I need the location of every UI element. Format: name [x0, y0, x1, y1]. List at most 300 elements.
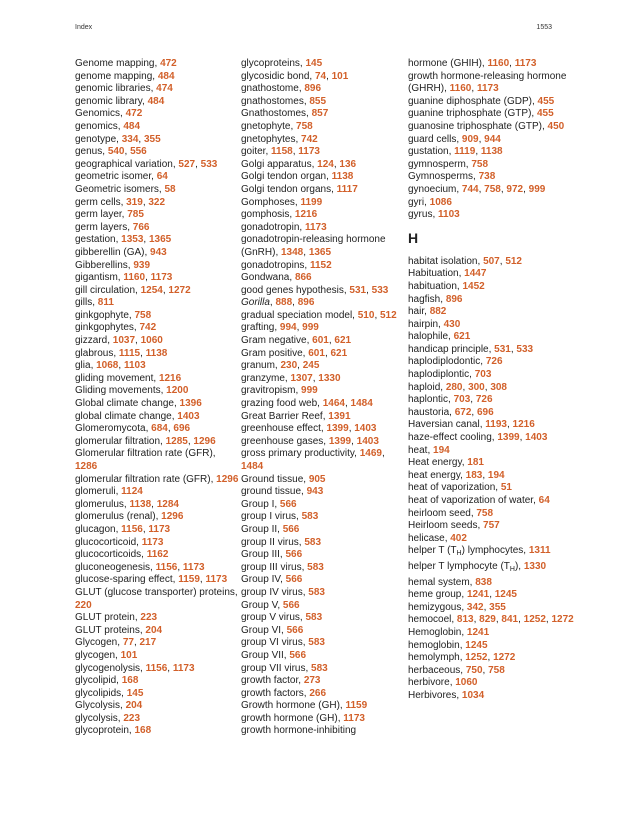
page-reference[interactable]: 308: [490, 381, 507, 393]
index-term-text: hemolymph,: [408, 652, 466, 664]
page-reference[interactable]: 811: [97, 297, 114, 309]
index-entry: [408, 159, 578, 172]
page-reference[interactable]: 672: [454, 406, 472, 418]
page-reference[interactable]: 531: [349, 284, 367, 296]
index-entry: [241, 675, 406, 688]
index-entry: [241, 663, 406, 676]
index-term-text: group II virus,: [241, 536, 305, 548]
index-entry: [241, 234, 406, 259]
page-reference[interactable]: 1403: [177, 410, 200, 422]
page-reference[interactable]: 583: [308, 637, 325, 649]
page-reference[interactable]: 1173: [298, 146, 320, 158]
index-term-text: haze-effect cooling,: [408, 432, 498, 444]
page-reference[interactable]: 1403: [525, 432, 548, 444]
page-reference[interactable]: 758: [134, 309, 152, 321]
page-reference[interactable]: 583: [308, 586, 325, 598]
index-term-text: helper T (T: [408, 545, 457, 557]
page-reference[interactable]: 566: [285, 549, 303, 561]
page-reference[interactable]: 1245: [465, 639, 488, 651]
index-term-text: granzyme,: [241, 372, 291, 384]
page-reference[interactable]: 450: [547, 120, 565, 132]
index-term-text: glycogen,: [75, 649, 121, 661]
index-term-text: ,: [296, 322, 303, 334]
index-term-text: gross primary productivity,: [241, 448, 360, 460]
index-entry: [75, 574, 240, 587]
index-term-text: herbaceous,: [408, 664, 466, 676]
page-reference[interactable]: 703: [474, 369, 492, 381]
index-entry: [408, 171, 578, 184]
page-reference[interactable]: 1103: [438, 209, 460, 221]
index-entry: [75, 423, 240, 436]
index-entry: [75, 247, 240, 260]
page-reference[interactable]: 1403: [356, 435, 379, 447]
index-entry: [75, 83, 240, 96]
page-reference[interactable]: 744: [461, 183, 479, 195]
index-term-text: ,: [167, 662, 173, 674]
page-reference[interactable]: 455: [537, 95, 555, 107]
page-reference[interactable]: 621: [334, 335, 352, 347]
page-reference[interactable]: 1162: [146, 549, 169, 561]
page-reference[interactable]: 1216: [512, 419, 535, 431]
page-reference[interactable]: 1469: [359, 448, 382, 460]
page-reference[interactable]: 1286: [75, 461, 98, 472]
index-entry: [408, 495, 578, 508]
page-reference[interactable]: 896: [445, 293, 463, 305]
index-term-text: Global climate change,: [75, 398, 180, 410]
index-term-text: genomic libraries,: [75, 83, 157, 95]
page-reference[interactable]: 1160: [487, 58, 510, 69]
page-reference[interactable]: 566: [282, 523, 300, 535]
page-reference[interactable]: 223: [123, 712, 141, 724]
page-reference[interactable]: 319: [126, 196, 143, 208]
page-reference[interactable]: 841: [501, 614, 519, 626]
page-reference[interactable]: 829: [479, 614, 496, 626]
index-term-text: glabrous,: [75, 347, 119, 359]
index-entry: [75, 96, 240, 109]
page-reference[interactable]: 556: [130, 146, 147, 158]
page-reference[interactable]: 430: [443, 318, 461, 330]
page-reference[interactable]: 855: [309, 95, 327, 107]
page-reference[interactable]: 1330: [523, 560, 547, 572]
page-reference[interactable]: 204: [125, 700, 143, 712]
page-reference[interactable]: 300: [468, 381, 485, 393]
page-reference[interactable]: 1173: [304, 221, 327, 233]
page-reference[interactable]: 1272: [493, 652, 516, 664]
page-reference[interactable]: 1399: [326, 423, 349, 435]
page-reference[interactable]: 758: [476, 507, 494, 519]
page-reference[interactable]: 1160: [449, 83, 472, 95]
page-reference[interactable]: 1254: [140, 284, 163, 296]
page-reference[interactable]: 703: [453, 394, 471, 406]
page-reference[interactable]: 280: [445, 381, 463, 393]
page-reference[interactable]: 742: [139, 322, 157, 334]
index-term-text: Golgi tendon organ,: [241, 171, 332, 183]
index-term-text: habituation,: [408, 280, 463, 292]
page-reference[interactable]: 512: [505, 255, 522, 267]
page-reference[interactable]: 194: [433, 444, 450, 456]
page-reference[interactable]: 1200: [166, 385, 189, 397]
page-reference[interactable]: 245: [302, 360, 320, 372]
page-reference[interactable]: 217: [139, 637, 157, 649]
page-reference[interactable]: 999: [528, 183, 546, 195]
index-term-text: ,: [382, 448, 385, 460]
index-entry: [408, 407, 578, 420]
index-term-text: gustation,: [408, 146, 455, 158]
page-reference[interactable]: 972: [506, 183, 524, 195]
index-entry: [408, 665, 578, 678]
page-reference[interactable]: 1296: [193, 435, 216, 447]
index-entry: [75, 486, 240, 499]
page-reference[interactable]: 1252: [465, 652, 488, 664]
page-reference[interactable]: 230: [280, 360, 298, 372]
page-reference[interactable]: 145: [305, 58, 323, 69]
page-reference[interactable]: 684: [151, 423, 168, 435]
page-reference[interactable]: 1060: [455, 677, 478, 689]
page-reference[interactable]: 474: [156, 83, 173, 95]
page-reference[interactable]: 1399: [328, 435, 352, 447]
page-reference[interactable]: 342: [466, 601, 484, 613]
page-reference[interactable]: 1173: [205, 574, 228, 586]
page-reference[interactable]: 1464: [322, 398, 345, 410]
page-reference[interactable]: 1152: [309, 259, 332, 271]
index-term-text: grafting,: [241, 322, 280, 334]
page-reference[interactable]: 621: [330, 347, 348, 359]
page-reference[interactable]: 583: [301, 511, 319, 523]
index-term-text: gibberellin (GA),: [75, 246, 151, 258]
page-reference[interactable]: 101: [120, 649, 138, 661]
page-reference[interactable]: 531: [494, 343, 511, 355]
page-reference[interactable]: 601: [312, 335, 329, 347]
index-term-text: ,: [475, 146, 481, 158]
page-reference[interactable]: 51: [500, 482, 512, 494]
index-term-text: guanine triphosphate (GTP),: [408, 108, 537, 120]
page-reference[interactable]: 58: [164, 183, 176, 195]
page-reference[interactable]: 905: [308, 473, 326, 485]
index-term-text: GLUT (glucose transporter) proteins,: [75, 586, 238, 598]
index-term-text: halophile,: [408, 331, 454, 343]
page-reference[interactable]: 1484: [350, 398, 373, 410]
index-term-text: group VI virus,: [241, 637, 309, 649]
index-entry: [75, 625, 240, 638]
page-reference[interactable]: 696: [476, 406, 494, 418]
page-reference[interactable]: 566: [286, 624, 304, 636]
page-reference[interactable]: 1173: [150, 272, 173, 284]
page-reference[interactable]: 533: [200, 158, 218, 170]
page-reference[interactable]: 1086: [429, 196, 452, 208]
page-reference[interactable]: 1307: [290, 372, 313, 384]
index-entry: [408, 432, 578, 445]
page-reference[interactable]: 402: [450, 532, 467, 544]
page-reference[interactable]: 1117: [336, 183, 358, 195]
page-reference[interactable]: 866: [294, 272, 312, 284]
page-reference[interactable]: 204: [145, 624, 163, 636]
index-entry: [241, 209, 406, 222]
page-reference[interactable]: 1160: [123, 272, 146, 284]
index-term-text: haustoria,: [408, 406, 455, 418]
index-entry: [75, 713, 240, 726]
page-reference[interactable]: 813: [456, 614, 474, 626]
index-term-text: gizzard,: [75, 335, 113, 347]
page-reference[interactable]: 621: [453, 331, 471, 343]
page-reference[interactable]: 168: [134, 725, 152, 737]
page-reference[interactable]: 583: [311, 662, 328, 674]
page-reference[interactable]: 484: [123, 120, 141, 132]
page-reference[interactable]: 194: [487, 469, 505, 481]
page-reference[interactable]: 1284: [156, 498, 179, 510]
page-reference[interactable]: 566: [282, 599, 300, 611]
page-reference[interactable]: 77: [122, 637, 134, 649]
page-reference[interactable]: 273: [303, 675, 321, 687]
index-entry: [75, 209, 240, 222]
page-reference[interactable]: 1138: [331, 171, 354, 183]
page-reference[interactable]: 355: [489, 601, 506, 613]
index-entry: [241, 574, 406, 587]
page-reference[interactable]: 472: [160, 58, 177, 69]
page-reference[interactable]: 1330: [318, 372, 341, 384]
index-term-text: glycogenolysis,: [75, 662, 146, 674]
page-reference[interactable]: 223: [140, 612, 158, 624]
page-reference[interactable]: 266: [309, 687, 327, 699]
index-term-text: glycoprotein,: [75, 725, 135, 737]
page-reference[interactable]: 785: [127, 209, 144, 221]
index-term-text: Group I,: [241, 498, 280, 510]
index-term-text: glycolipid,: [75, 675, 122, 687]
page-reference[interactable]: 1156: [155, 561, 178, 573]
index-term-text: ,: [484, 381, 491, 393]
index-term-text: Glycogen,: [75, 637, 123, 649]
index-entry: [75, 700, 240, 713]
page-reference[interactable]: 939: [133, 259, 151, 271]
index-entry: [241, 272, 406, 285]
page-reference[interactable]: 766: [132, 221, 150, 233]
index-entry: [241, 625, 406, 638]
page-reference[interactable]: 944: [484, 133, 501, 145]
page-reference[interactable]: 999: [302, 322, 319, 334]
page-reference[interactable]: 896: [304, 83, 322, 95]
page-reference[interactable]: 566: [279, 498, 297, 510]
page-reference[interactable]: 1396: [179, 398, 202, 410]
page-reference[interactable]: 512: [380, 309, 397, 321]
page-reference[interactable]: 1159: [345, 700, 368, 712]
index-entry: [241, 700, 406, 713]
page-reference[interactable]: 742: [301, 133, 318, 145]
index-entry: [75, 549, 240, 562]
index-term-text: ,: [142, 196, 149, 208]
page-reference[interactable]: 1365: [308, 246, 332, 258]
page-reference[interactable]: 758: [471, 158, 489, 170]
page-reference[interactable]: 64: [156, 171, 168, 183]
index-term-text: ,: [510, 343, 517, 355]
page-reference[interactable]: 101: [331, 70, 349, 82]
page-reference[interactable]: 696: [173, 423, 191, 435]
page-reference[interactable]: 540: [107, 146, 125, 158]
page-reference[interactable]: 1034: [461, 689, 485, 701]
page-reference[interactable]: 1391: [328, 410, 351, 422]
page-reference[interactable]: 1173: [141, 536, 164, 548]
page-reference[interactable]: 220: [75, 599, 92, 611]
page-reference[interactable]: 1159: [178, 574, 200, 586]
index-term-text: group VII virus,: [241, 662, 312, 674]
page-reference[interactable]: 566: [285, 574, 303, 586]
page-reference[interactable]: 1484: [241, 461, 264, 472]
page-reference[interactable]: 1296: [161, 511, 184, 523]
page-reference[interactable]: 1311: [528, 545, 551, 557]
index-term-text: ,: [297, 360, 303, 372]
page-reference[interactable]: 882: [429, 306, 447, 318]
page-reference[interactable]: 1245: [494, 589, 517, 601]
page-reference[interactable]: 527: [178, 158, 196, 170]
page-reference[interactable]: 896: [297, 297, 315, 309]
page-reference[interactable]: 334: [121, 133, 139, 145]
index-entry: [408, 306, 578, 319]
page-reference[interactable]: 838: [475, 576, 492, 588]
index-term-text: Genome mapping,: [75, 58, 161, 69]
page-reference[interactable]: 181: [467, 457, 484, 469]
index-term-text: ,: [326, 70, 332, 82]
page-reference[interactable]: 909: [461, 133, 479, 145]
page-reference[interactable]: 1296: [216, 473, 239, 485]
page-reference[interactable]: 1399: [497, 432, 520, 444]
page-reference[interactable]: 583: [307, 561, 324, 573]
page-reference[interactable]: 757: [483, 520, 500, 532]
page-reference[interactable]: 583: [305, 612, 323, 624]
page-reference[interactable]: 1138: [129, 498, 152, 510]
page-reference[interactable]: 1138: [145, 347, 168, 359]
page-reference[interactable]: 1193: [485, 419, 507, 431]
page-reference[interactable]: 1060: [140, 335, 163, 347]
page-reference[interactable]: 758: [488, 664, 505, 676]
page-reference[interactable]: 943: [150, 246, 167, 258]
page-reference[interactable]: 1173: [172, 662, 195, 674]
index-term-text: Gibberellins,: [75, 259, 134, 271]
page-reference[interactable]: 1138: [480, 146, 503, 158]
page-reference[interactable]: 322: [148, 196, 166, 208]
page-reference[interactable]: 1199: [300, 196, 323, 208]
page-reference[interactable]: 145: [126, 687, 144, 699]
page-reference[interactable]: 726: [485, 356, 503, 368]
page-reference[interactable]: 355: [143, 133, 161, 145]
page-reference[interactable]: 1272: [551, 614, 574, 626]
page-reference[interactable]: 510: [357, 309, 375, 321]
index-entry: [75, 537, 240, 550]
page-reference[interactable]: 1403: [354, 423, 377, 435]
index-term-text: heirloom seed,: [408, 507, 477, 519]
page-reference[interactable]: 484: [157, 70, 175, 82]
page-reference[interactable]: 1252: [523, 614, 546, 626]
index-term-text: gradual speciation model,: [241, 309, 358, 321]
page-reference[interactable]: 601: [308, 347, 325, 359]
page-reference[interactable]: 888: [275, 297, 293, 309]
index-entry: [241, 134, 406, 147]
page-reference[interactable]: 1447: [464, 268, 487, 280]
index-term-text: Group IV,: [241, 574, 286, 586]
index-term-text: gonadotropins,: [241, 259, 310, 271]
page-reference[interactable]: 484: [147, 95, 165, 107]
page-reference[interactable]: 943: [306, 486, 324, 498]
page-reference[interactable]: 1216: [158, 372, 182, 384]
index-term-text: hemocoel,: [408, 614, 457, 626]
page-reference[interactable]: 183: [465, 469, 483, 481]
page-reference[interactable]: 1115: [118, 347, 141, 359]
page-reference[interactable]: 1103: [123, 360, 146, 372]
index-term-text: gliding movement,: [75, 372, 159, 384]
page-reference[interactable]: 124: [317, 158, 334, 170]
page-reference[interactable]: 1353: [121, 234, 144, 246]
page-reference[interactable]: 168: [121, 675, 139, 687]
page-reference[interactable]: 1119: [454, 146, 476, 158]
page-reference[interactable]: 1216: [294, 209, 318, 221]
index-entry: [75, 222, 240, 235]
page-reference[interactable]: 1365: [148, 234, 172, 246]
index-entry: [75, 58, 240, 71]
page-reference[interactable]: 533: [371, 284, 389, 296]
index-term-text: Great Barrier Reef,: [241, 410, 329, 422]
page-reference[interactable]: 507: [483, 255, 500, 267]
index-term-text: glycoproteins,: [241, 58, 306, 69]
index-term-text: gluconeogenesis,: [75, 561, 156, 573]
index-term-text: Heirloom seeds,: [408, 520, 484, 532]
page-reference[interactable]: 64: [538, 495, 550, 506]
page-reference[interactable]: 1348: [281, 246, 304, 258]
page-reference[interactable]: 533: [516, 343, 534, 355]
index-entry: [241, 423, 406, 436]
page-reference[interactable]: 136: [339, 158, 357, 170]
page-reference[interactable]: 1173: [476, 83, 499, 95]
index-entry: [75, 71, 240, 84]
index-term-text: Glomerular filtration rate (GFR),: [75, 448, 216, 460]
page-reference[interactable]: 583: [304, 536, 322, 548]
page-reference[interactable]: 726: [475, 394, 493, 406]
page-reference[interactable]: 1173: [514, 58, 537, 69]
page-reference[interactable]: 994: [279, 322, 297, 334]
index-entry: [241, 486, 406, 499]
page-reference[interactable]: 1173: [343, 712, 365, 724]
page-reference[interactable]: 1037: [112, 335, 136, 347]
page-reference[interactable]: 455: [536, 108, 554, 120]
page-reference[interactable]: 758: [484, 183, 501, 195]
index-entry: [241, 713, 406, 726]
page-reference[interactable]: 1452: [462, 280, 485, 292]
page-reference[interactable]: 1068: [96, 360, 119, 372]
page-reference[interactable]: 1285: [165, 435, 188, 447]
page-reference[interactable]: 999: [301, 385, 318, 397]
page-reference[interactable]: 758: [296, 120, 313, 132]
index-entry: [75, 197, 240, 210]
page-reference[interactable]: 738: [478, 171, 496, 183]
page-reference[interactable]: 74: [314, 70, 327, 82]
page-reference[interactable]: 1173: [182, 561, 205, 573]
page-reference[interactable]: 750: [465, 664, 483, 676]
page-reference[interactable]: 1156: [121, 523, 143, 535]
index-term-text: glycolipids,: [75, 687, 127, 699]
page-reference[interactable]: 472: [125, 108, 143, 120]
page-reference[interactable]: 1241: [466, 626, 490, 638]
index-term-text: GLUT protein,: [75, 612, 141, 624]
page-reference[interactable]: 857: [311, 108, 329, 120]
page-reference[interactable]: 1156: [145, 662, 168, 674]
index-term-text: ginkgophytes,: [75, 322, 140, 334]
page-reference[interactable]: 1272: [168, 284, 191, 296]
page-reference[interactable]: 1158: [271, 146, 293, 158]
page-reference[interactable]: 1241: [466, 589, 490, 601]
index-entry: [408, 602, 578, 615]
page-reference[interactable]: 1124: [121, 486, 143, 498]
index-entry: [75, 385, 240, 398]
page-reference[interactable]: 1173: [148, 523, 171, 535]
index-entry: [241, 637, 406, 650]
index-term-text: ,: [471, 83, 477, 95]
page-reference[interactable]: 566: [289, 649, 307, 661]
